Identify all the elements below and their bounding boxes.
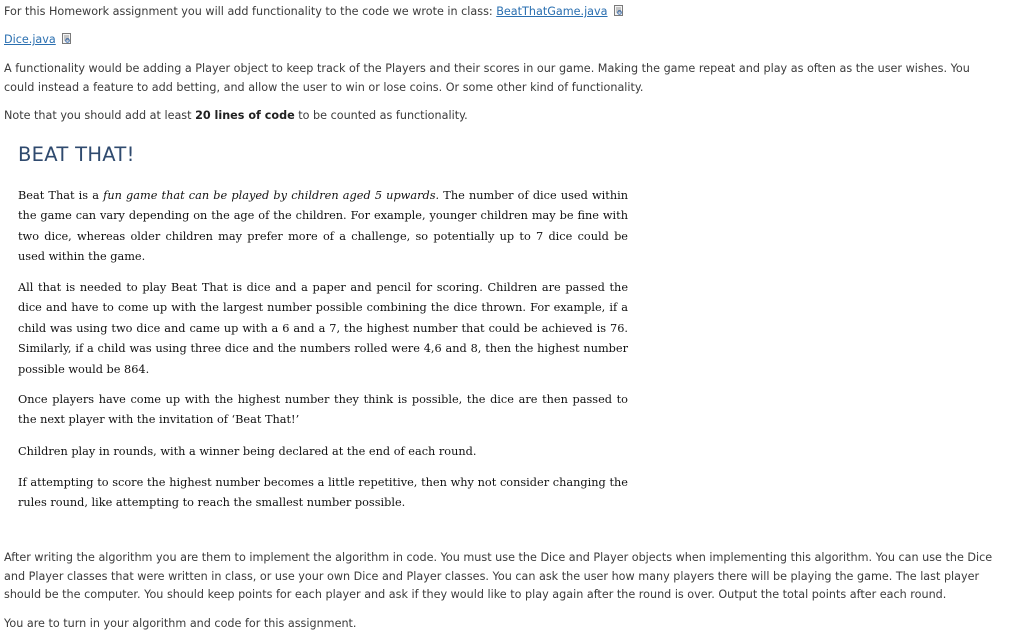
game-heading: BEAT THAT! [18,143,135,166]
functionality-paragraph: A functionality would be adding a Player object to keep track of the Players and their scores in our game. Making the game repeat and play as often as the user wishes. You could instead a feature to add betting, and allow the user to win or lose coins. Or some other kind of functionality. [4,62,970,94]
game-paragraph-1 [18,186,628,268]
document-preview-icon[interactable] [613,4,624,15]
game-paragraph-5: If attempting to score the highest number becomes a little repetitive, then why not consider changing the rules round, like attempting to reach the smallest number possible. [18,476,628,510]
document-preview-icon[interactable] [61,32,72,43]
p1-rest: The number of dice used within the game can vary depending on the age of the children. For example, younger children may be fine with two dice, whereas older children may prefer more of a challenge, so potentially up to 7 dice could be used within the game. [18,189,628,264]
game-paragraph-3: Once players have come up with the highest number they think is possible, the dice are then passed to the next player with the invitation of ‘Beat That!’ [18,393,628,427]
note-paragraph [4,107,1016,126]
intro-line [4,3,1016,22]
note-bold: 20 lines of code [195,109,295,122]
p1-start: Beat That is a [18,189,104,202]
game-paragraph-4: Children play in rounds, with a winner being declared at the end of each round. [18,445,477,458]
p1-italic: fun game that can be played by children aged 5 upwards. [103,189,440,202]
turn-in-paragraph: You are to turn in your algorithm and code for this assignment. [4,617,357,630]
note-suffix: to be counted as functionality. [294,109,468,122]
second-file-line [4,31,1016,50]
note-prefix: Note that you should add at least [4,109,196,122]
game-paragraph-2: All that is needed to play Beat That is dice and a paper and pencil for scoring. Children are passed the dice and have to come up with the largest number possible combining the dice thrown. For example, if a child was using two dice and came up with a 6 and a 7, the highest number that could be achieved is 76. Similarly, if a child was using three dice and the numbers rolled were 4,6 and 8, then the highest number possible would be 864. [18,281,628,376]
implementation-paragraph: After writing the algorithm you are them to implement the algorithm in code. You must use the Dice and Player objects when implementing this algorithm. You can use the Dice and Player classes that were written in class, or use your own Dice and Player classes. You can ask the user how many players there will be playing the game. The last player should be the computer. You should keep points for each player and ask if they would like to play again after the round is over. Output the total points after each round. [4,551,993,601]
intro-prefix: For this Homework assignment you will add functionality to the code we wrote in class: [4,5,497,18]
beatthatgame-file-link[interactable]: BeatThatGame.java [496,5,608,18]
dice-file-link[interactable]: Dice.java [4,33,56,46]
